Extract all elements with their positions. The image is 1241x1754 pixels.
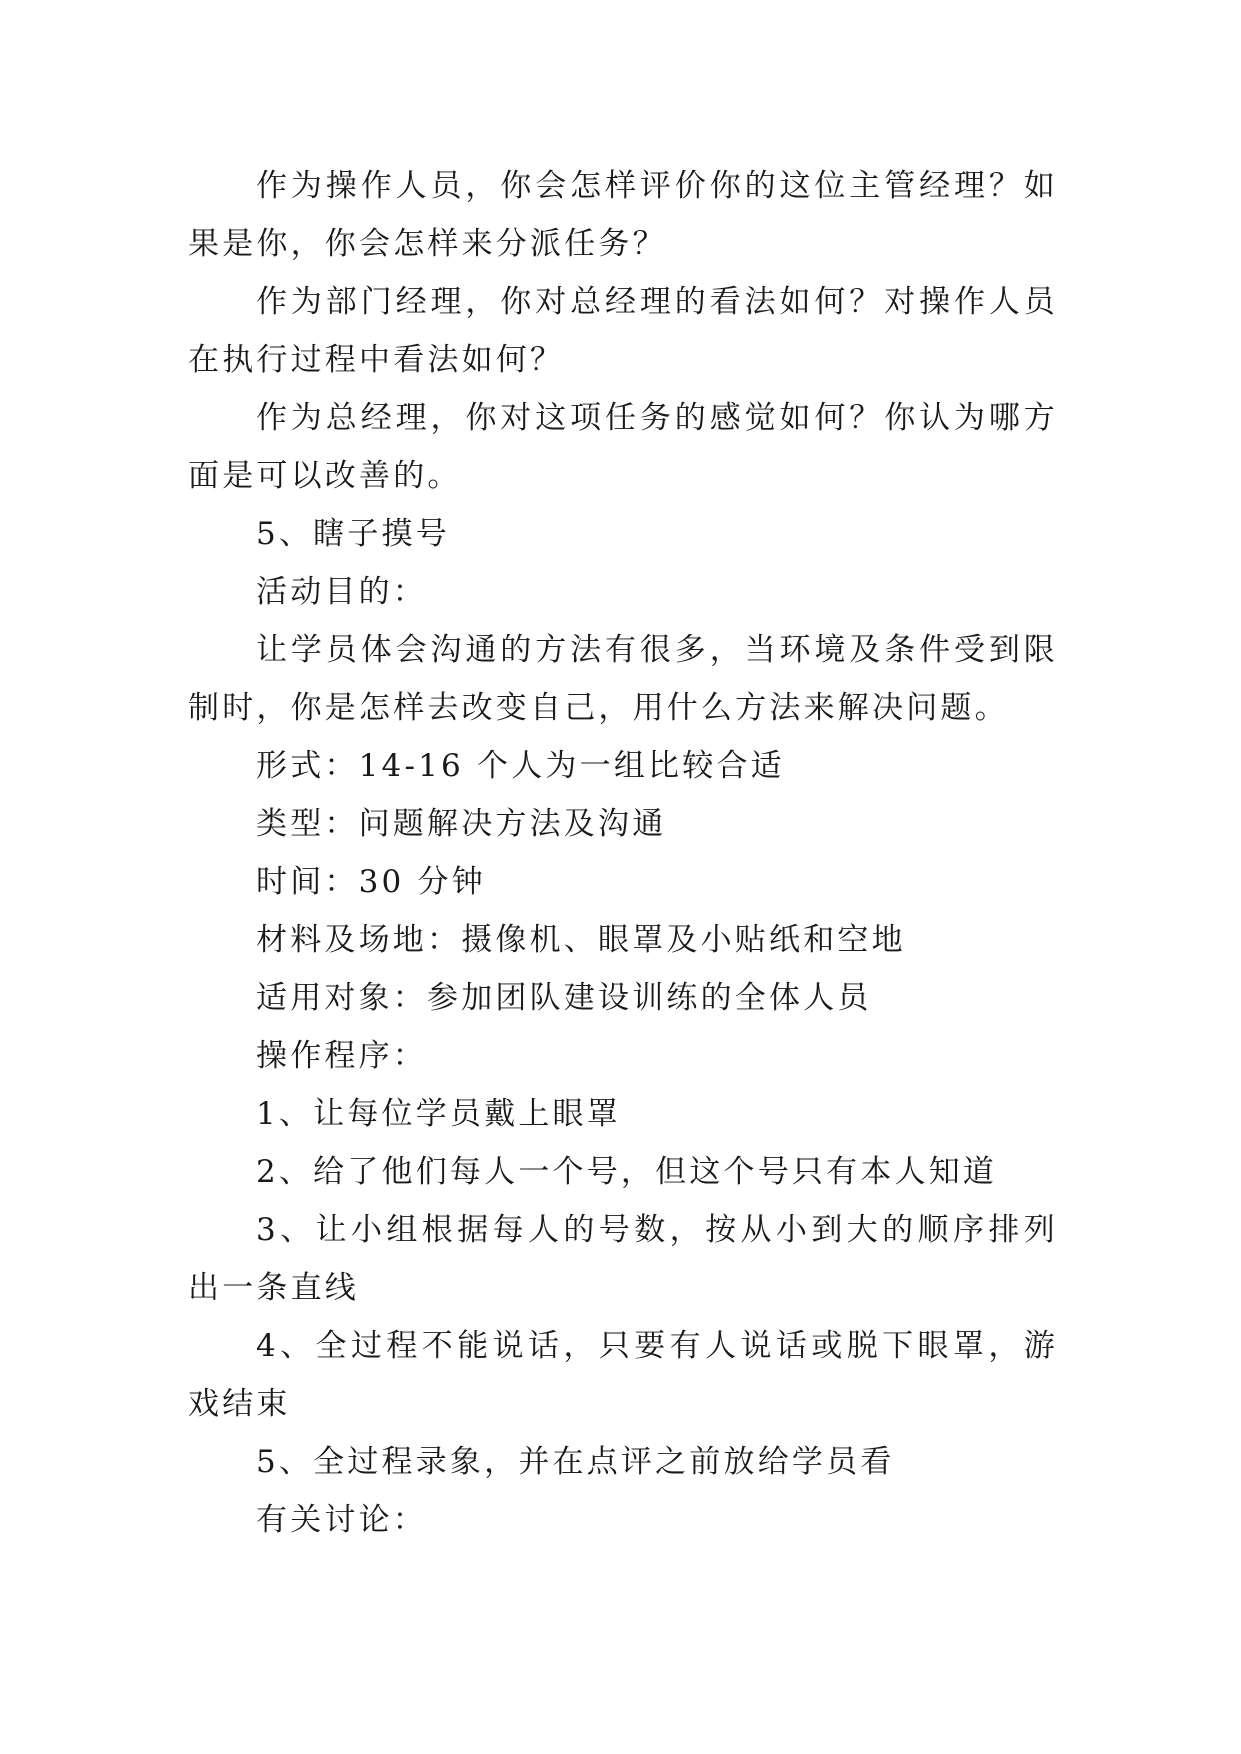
- procedure-step-3: 3、让小组根据每人的号数，按从小到大的顺序排列出一条直线: [188, 1212, 1058, 1306]
- procedure-step-4: 4、全过程不能说话，只要有人说话或脱下眼罩，游戏结束: [188, 1328, 1058, 1422]
- paragraph-audience: 适用对象：参加团队建设训练的全体人员: [256, 980, 872, 1016]
- paragraph-format: 形式：14-16 个人为一组比较合适: [256, 748, 785, 784]
- document-body: [188, 157, 1058, 1549]
- paragraph-operator-evaluation: 作为操作人员，你会怎样评价你的这位主管经理？如果是你，你会怎样来分派任务？: [188, 168, 1058, 262]
- label-procedure: 操作程序：: [256, 1038, 427, 1074]
- procedure-step-1: 1、让每位学员戴上眼罩: [256, 1096, 621, 1132]
- paragraph-materials: 材料及场地：摄像机、眼罩及小贴纸和空地: [256, 922, 906, 958]
- paragraph-time: 时间：30 分钟: [256, 864, 486, 900]
- section-heading-blind-number: 5、瞎子摸号: [256, 516, 450, 552]
- paragraph-department-manager-view: 作为部门经理，你对总经理的看法如何？对操作人员在执行过程中看法如何？: [188, 284, 1058, 378]
- procedure-step-5: 5、全过程录象，并在点评之前放给学员看: [256, 1444, 895, 1480]
- label-activity-purpose: 活动目的：: [256, 574, 427, 610]
- procedure-step-2: 2、给了他们每人一个号，但这个号只有本人知道: [256, 1154, 998, 1190]
- paragraph-general-manager-view: 作为总经理，你对这项任务的感觉如何？你认为哪方面是可以改善的。: [188, 400, 1058, 494]
- label-discussion: 有关讨论：: [256, 1502, 427, 1538]
- paragraph-activity-purpose: 让学员体会沟通的方法有很多，当环境及条件受到限制时，你是怎样去改变自己，用什么方法来解决问题。: [188, 632, 1058, 726]
- paragraph-type: 类型：问题解决方法及沟通: [256, 806, 667, 842]
